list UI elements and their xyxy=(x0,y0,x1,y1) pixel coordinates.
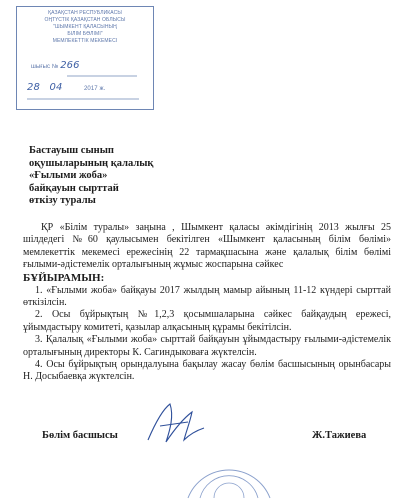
title-line: оқушыларының қалалық xyxy=(29,157,154,169)
registration-date xyxy=(27,82,106,93)
date-day: 28 xyxy=(27,82,40,93)
date-suffix: ж. xyxy=(99,86,106,92)
date-underline xyxy=(27,98,139,100)
order-item: 1. «Ғылыми жоба» байқауы 2017 жылдың мамыр айының 11-12 күндері сырттай өткізілсін. xyxy=(23,284,391,309)
signatory-name: Ж.Тажиева xyxy=(312,430,367,441)
decree-word: БҰЙЫРАМЫН: xyxy=(23,271,105,284)
stamp-line: МЕМЛЕКЕТТІК МЕКЕМЕСІ xyxy=(52,38,118,44)
stamp-line: ҚАЗАҚСТАН РЕСПУБЛИКАСЫ xyxy=(48,10,122,16)
outgoing-number-value: 266 xyxy=(60,60,80,71)
order-item: 2. Осы бұйрықтың №1,2,3 қосымшаларына сәйкес байқаудың ережесі, ұйымдастыру комитеті, қазылар алқасының құрамы бекітілсін. xyxy=(23,309,391,333)
registration-stamp xyxy=(16,6,154,110)
title-line: байқауын сырттай xyxy=(29,182,119,194)
stamp-line: "ШЫМКЕНТ ҚАЛАСЫНЫҢ xyxy=(53,24,117,30)
signatory-position: Бөлім басшысы xyxy=(42,430,118,441)
date-year: 2017 xyxy=(84,86,98,92)
title-line: Бастауыш сынып xyxy=(29,145,114,156)
document-body xyxy=(23,222,391,384)
stamp-line: ОҢТҮСТІК ҚАЗАҚСТАН ОБЛЫСЫ xyxy=(44,17,126,23)
stamp-line: БІЛІМ БӨЛІМІ" xyxy=(67,31,103,37)
title-line: өткізу туралы xyxy=(29,195,96,206)
outgoing-number xyxy=(31,60,80,71)
date-month: 04 xyxy=(49,82,63,93)
preamble-paragraph: ҚР «Білім туралы» заңына , Шымкент қаласы әкімдігінің 2013 жылғы 25 шілдедегі №60 қаулысымен бекітілген «Шымкент қаласының білім бөлімі» мемлекеттік мекемесі ережесінің 22 тармақшасына және қалалық білім бөлімі ғылыми-әдістемелік орталығының жұмыс жоспарына сәйкес xyxy=(23,222,391,271)
official-seal xyxy=(184,420,274,500)
order-item: 3. Қалалық «Ғылыми жоба» сырттай байқауын ұйымдастыру ғылыми-әдістемелік орталығының директоры К. Сагиндыковаға жүктелсін. xyxy=(23,334,391,358)
document-title xyxy=(29,145,153,208)
title-line: «Ғылыми жоба» xyxy=(29,170,108,181)
number-underline xyxy=(67,75,137,77)
order-item: 4. Осы бұйрықтың орындалуына бақылау жасау бөлім басшысының орынбасары Н. Досыбаевқа жүктелсін. xyxy=(23,359,391,383)
outgoing-number-label: шығыс № xyxy=(31,64,59,70)
